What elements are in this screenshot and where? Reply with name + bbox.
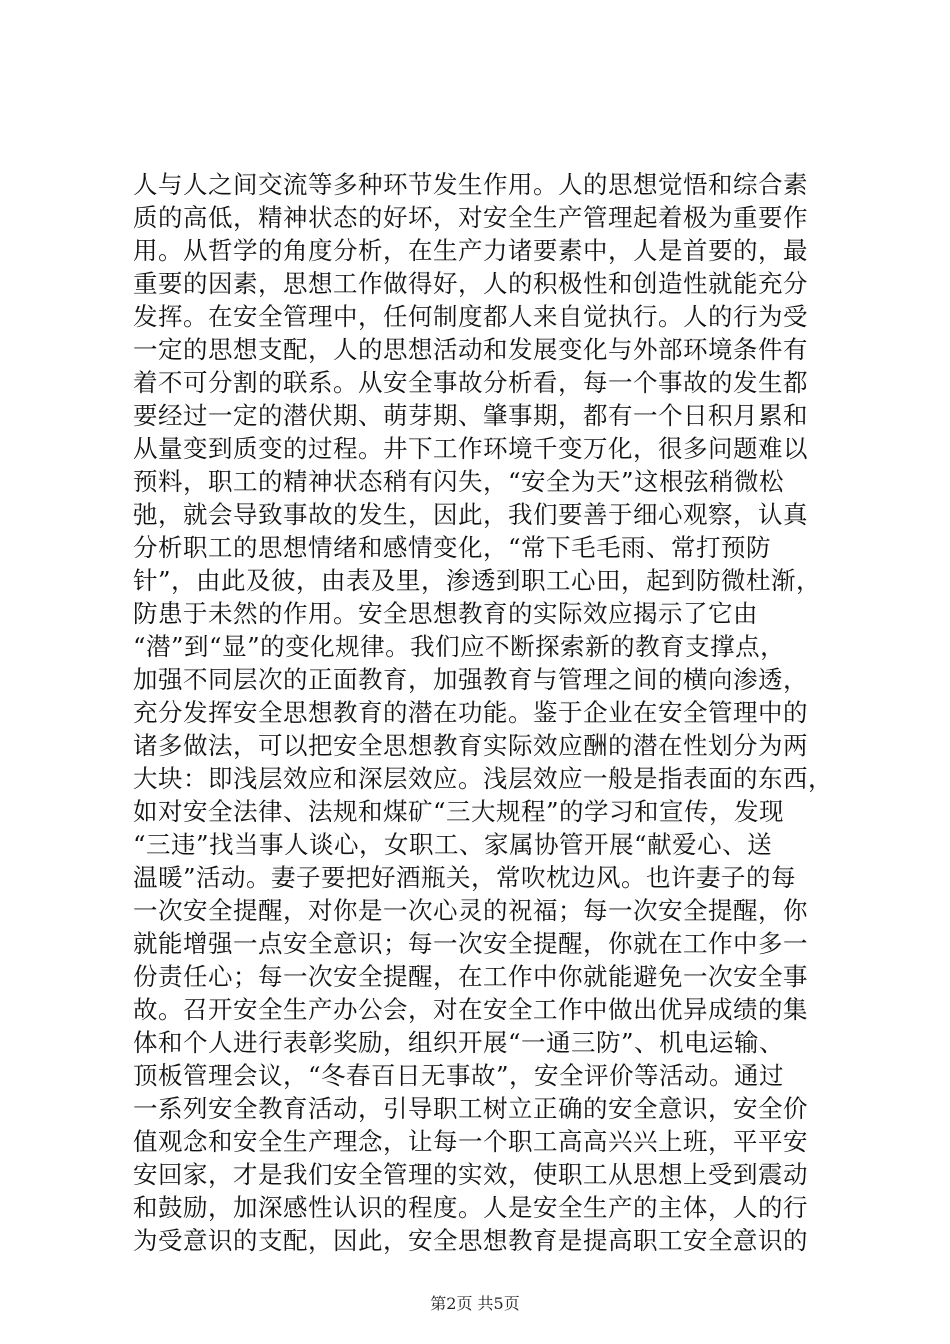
text-line: 值观念和安全生产理念，让每一个职工高高兴兴上班，平平安: [133, 1127, 808, 1156]
text-line: 份责任心；每一次安全提醒，在工作中你就能避免一次安全事: [133, 962, 808, 991]
text-line: 预料，职工的精神状态稍有闪失，“安全为天”这根弦稍微松: [133, 467, 785, 496]
text-line: 着不可分割的联系。从安全事故分析看，每一个事故的发生都: [133, 368, 808, 397]
text-line: 质的高低，精神状态的好坏，对安全生产管理起着极为重要作: [133, 203, 808, 232]
text-line: 故。召开安全生产办公会，对在安全工作中做出优异成绩的集: [133, 995, 808, 1024]
text-line: 针”，由此及彼，由表及里，渗透到职工心田，起到防微杜渐，: [133, 566, 822, 595]
text-line: 用。从哲学的角度分析，在生产力诸要素中，人是首要的，最: [133, 236, 808, 265]
text-line: 加强不同层次的正面教育，加强教育与管理之间的横向渗透，: [133, 665, 808, 694]
text-line: 如对安全法律、法规和煤矿“三大规程”的学习和宣传，发现: [133, 797, 785, 826]
text-line: “三违”找当事人谈心，女职工、家属协管开展“献爱心、送: [133, 830, 773, 859]
text-line: 要经过一定的潜伏期、萌芽期、肇事期，都有一个日积月累和: [133, 401, 808, 430]
body-paragraph: [133, 168, 833, 1257]
text-line: 温暖”活动。妻子要把好酒瓶关，常吹枕边风。也许妻子的每: [133, 863, 797, 892]
text-line: 和鼓励，加深感性认识的程度。人是安全生产的主体，人的行: [133, 1193, 808, 1222]
text-line: 诸多做法，可以把安全思想教育实际效应酬的潜在性划分为两: [133, 731, 808, 760]
text-line: 重要的因素，思想工作做得好，人的积极性和创造性就能充分: [133, 269, 808, 298]
text-line: 顶板管理会议，“冬春百日无事故”，安全评价等活动。通过: [133, 1061, 785, 1090]
text-line: “潜”到“显”的变化规律。我们应不断探索新的教育支撑点，: [133, 632, 786, 661]
text-line: 人与人之间交流等多种环节发生作用。人的思想觉悟和综合素: [133, 170, 808, 199]
text-line: 大块：即浅层效应和深层效应。浅层效应一般是指表面的东西，: [133, 764, 833, 793]
text-line: 安回家，才是我们安全管理的实效，使职工从思想上受到震动: [133, 1160, 808, 1189]
text-line: 一系列安全教育活动，引导职工树立正确的安全意识，安全价: [133, 1094, 808, 1123]
text-line: 就能增强一点安全意识；每一次安全提醒，你就在工作中多一: [133, 929, 808, 958]
text-line: 弛，就会导致事故的发生，因此，我们要善于细心观察，认真: [133, 500, 808, 529]
text-line: 充分发挥安全思想教育的潜在功能。鉴于企业在安全管理中的: [133, 698, 808, 727]
text-line: 一次安全提醒，对你是一次心灵的祝福；每一次安全提醒，你: [133, 896, 808, 925]
text-line: 防患于未然的作用。安全思想教育的实际效应揭示了它由: [133, 599, 758, 628]
text-line: 为受意识的支配，因此，安全思想教育是提高职工安全意识的: [133, 1226, 808, 1255]
page-number-footer: 第2页 共5页: [430, 1294, 520, 1313]
text-line: 体和个人进行表彰奖励，组织开展“一通三防”、机电运输、: [133, 1028, 785, 1057]
text-line: 从量变到质变的过程。井下工作环境千变万化，很多问题难以: [133, 434, 808, 463]
text-line: 分析职工的思想情绪和感情变化，“常下毛毛雨、常打预防: [133, 533, 772, 562]
text-line: 发挥。在安全管理中，任何制度都人来自觉执行。人的行为受: [133, 302, 808, 331]
text-line: 一定的思想支配，人的思想活动和发展变化与外部环境条件有: [133, 335, 808, 364]
